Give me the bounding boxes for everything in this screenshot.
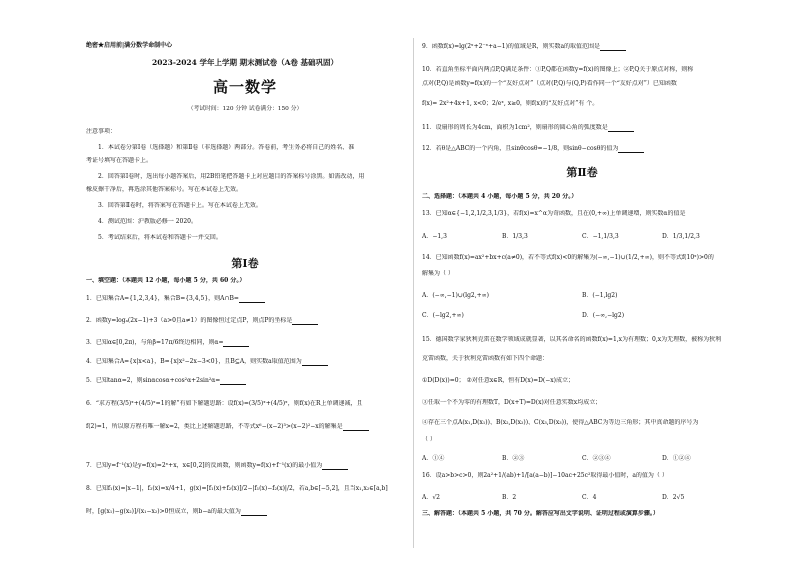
notice-title: 注意事项： (86, 128, 117, 135)
question-15-options (422, 453, 742, 461)
question-text: 1．已知集合A={1,2,3,4}，集合B={3,4,5}，则A∩B= (86, 295, 239, 302)
question-13-options (422, 231, 742, 239)
question-10: 10．若直角坐标平面内两点P,Q满足条件：①P,Q都在函数y=f(x)的图像上；②P,Q关于原点对称，则称 (422, 66, 694, 73)
question-15-cont: ③任取一个不为零的有理数T，D(x+T)=D(x)对任意实数x均成立； (422, 399, 602, 406)
left-column (86, 0, 404, 562)
question-text: 4．已知集合A={x|x<a}，B={x|x²−2x−3<0}，且B⊆A，则实数a取值范围为 (86, 358, 302, 365)
option-a: A．−1,3 (422, 233, 447, 240)
question-12 (422, 145, 742, 153)
column-divider (413, 38, 414, 548)
answer-blank (343, 424, 369, 431)
secret-mark: 绝密★启用前|满分数学命制中心 (86, 42, 173, 49)
section-2-title: 二、选择题：（本题共 4 小题，每小题 5 分，共 20 分。） (422, 193, 578, 200)
question-6-cont (86, 423, 404, 431)
question-9 (422, 43, 742, 51)
question-3 (86, 339, 404, 347)
question-text: f(2)=1，所以原方程有唯一解x=2，类比上述解题思路，不等式x⁶−(x−2)³>(x−2)²−x的解集是 (86, 423, 343, 430)
option-c: C．4 (582, 494, 597, 501)
subject-title: 高一数学 (212, 78, 277, 96)
question-15: 15．德国数学家狄利克雷在数学领域成就显著，以其名命名的函数f(x)=1,x为有理数；0,x为无理数，被称为狄利 (422, 336, 722, 343)
question-1 (86, 295, 404, 303)
question-10-cont: f(x)= 2x²+4x+1, x<0；2/eˣ, x≥0，则f(x)的“友好点对”有 个。 (422, 100, 599, 107)
notice-line: 5．考试结束后，将本试卷和答题卡一并交回。 (98, 234, 222, 241)
question-14-cont: 解集为（ ） (422, 270, 454, 277)
question-16-options (422, 492, 742, 500)
option-a: A．(−∞,−1)∪(lg2,+∞) (422, 292, 490, 299)
exam-info: （考试时间：120 分钟 试卷满分：150 分） (187, 106, 303, 112)
question-text: 7．已知y=f⁻¹(x)是y=f(x)=2ˣ+x，x∈[0,2]的反函数，则函数y=f(x)+f⁻¹(x)的最小值为 (86, 462, 323, 469)
answer-blank (292, 318, 318, 325)
answer-blank (223, 340, 249, 347)
question-5 (86, 377, 404, 385)
answer-blank (302, 359, 328, 366)
question-16: 16．设a>b>c>0，则2a²+1/(ab)+1/[a(a−b)]−10ac+25c²取得最小值时，a的值为（ ） (422, 472, 668, 479)
question-11 (422, 124, 742, 132)
question-text: 2．函数y=logₐ(2x−1)+3（a>0且a≠1）的图像恒过定点P，则点P的坐标是 (86, 317, 293, 324)
volume-2-heading: 第Ⅱ卷 (566, 166, 598, 179)
volume-1-heading: 第Ⅰ卷 (231, 257, 259, 270)
question-text: 12．若θ是△ABC的一个内角，且sinθcosθ=−1/8，则sinθ−cosθ的值为 (422, 145, 619, 152)
option-d: D．1/3,1/2,3 (662, 233, 700, 240)
answer-blank (239, 296, 265, 303)
question-15-cont: ④存在三个点A(x₁,D(x₁))、B(x₂,D(x₂))、C(x₃,D(x₃))，使得△ABC为等边三角形；其中真命题的序号为 (422, 419, 699, 426)
question-8-cont (86, 508, 404, 516)
question-10-cont: 点对(P,Q)是函数y=f(x)的一个“友好点对”（点对(P,Q)与(Q,P)看作同一个“友好点对”）已知函数 (422, 80, 677, 87)
option-c: C．−1,1/3,3 (582, 233, 619, 240)
question-4 (86, 358, 404, 366)
answer-blank (241, 509, 267, 516)
answer-blank (618, 146, 644, 153)
notice-line: 4．测试范围：沪教版必修一 2020。 (98, 218, 197, 225)
question-7 (86, 462, 404, 470)
option-c: C．(−lg2,+∞) (422, 312, 464, 319)
notice-line: 橡皮擦干净后，再选涂其他答案标号。写在本试卷上无效。 (86, 186, 243, 193)
notice-line: 2．回答第Ⅰ卷时，选出每小题答案后，用2B铅笔把答题卡上对应题目的答案标号涂黑。如需改动，用 (98, 173, 365, 180)
question-15-cont: ①D(D(x))=0； ②对任意x∈R，恒有D(x)=D(−x)成立； (422, 377, 575, 384)
option-b: B．②③ (502, 455, 525, 462)
notice-line: 1．本试卷分第Ⅰ卷（选择题）和第Ⅱ卷（非选择题）两部分。答卷前，考生务必将自己的姓名、准 (98, 144, 355, 151)
option-c: C．②③④ (582, 455, 611, 462)
answer-blank (322, 463, 348, 470)
question-13: 13．已知α∈{−1,2,1/2,3,1/3}，若f(x)=x^α为奇函数，且在(0,+∞)上单调递增，则实数α的值是 (422, 210, 686, 217)
option-b: B．(−1,lg2) (582, 292, 618, 299)
question-2 (86, 317, 404, 325)
question-8: 8．已知f₁(x)=|x−1|，f₂(x)=x/4+1，g(x)=[f₁(x)+f₂(x)]/2−|f₁(x)−f₂(x)|/2，若a,b∈[−5,2]，且当x₁,x₂∈[a,b] (86, 485, 388, 492)
notice-line: 考证号填写在答题卡上。 (86, 157, 153, 164)
option-a: A．①④ (422, 455, 445, 462)
question-15-cont: （ ） (422, 436, 436, 443)
question-text: 5．已知tanα=2，则sinαcosα+cos²α+2sin²α= (86, 377, 221, 384)
option-d: D．(−∞,−lg2) (582, 312, 625, 319)
question-text: 时，[g(x₁)−g(x₂)]/(x₁−x₂)>0恒成立，则b−a的最大值为 (86, 508, 241, 515)
question-text: 3．已知α∈[0,2π)，与角β=17π/6终边相同，则α= (86, 339, 224, 346)
section-1-title: 一、填空题：（本题共 12 小题，每小题 5 分，共 60 分。） (86, 277, 246, 284)
question-15-cont: 克雷函数，关于狄利克雷函数有如下四个命题： (422, 355, 549, 362)
question-14-options (422, 290, 742, 298)
question-text: 9．函数f(x)=lg(2ˣ+2⁻ˣ+a−1)的值域是R，则实数a的取值范围是 (422, 43, 601, 50)
exam-title: 2023-2024 学年上学期 期末测试卷（A卷 基础巩固） (151, 58, 338, 67)
option-d: D．①②④ (662, 455, 691, 462)
section-3-title: 三、解答题：（本题共 5 小题，共 70 分。解答应写出文字说明、证明过程或演算步骤。） (422, 510, 659, 517)
question-14: 14．已知函数f(x)=ax²+bx+c(a≠0)，若不等式f(x)<0的解集为(−∞,−1)∪(1/2,+∞)，则不等式f(10ˣ)>0的 (422, 254, 714, 261)
notice-line: 3．回答第Ⅱ卷时，将答案写在答题卡上。写在本试卷上无效。 (98, 202, 262, 209)
question-text: 11．设扇形的周长为4cm，面积为1cm²，则扇形的圆心角的弧度数是 (422, 124, 608, 131)
option-b: B．1/3,3 (502, 233, 528, 240)
option-b: B．2 (502, 494, 517, 501)
question-6: 6．“求方程(3/5)ˣ+(4/5)ˣ=1的解”有如下解题思路：设f(x)=(3/5)ˣ+(4/5)ˣ，则f(x)在R上单调递减，且 (86, 400, 363, 407)
answer-blank (608, 125, 634, 132)
answer-blank (220, 378, 246, 385)
right-column (422, 0, 742, 562)
question-14-options (422, 310, 742, 318)
option-a: A．√2 (422, 494, 440, 501)
option-d: D．2√5 (662, 494, 685, 501)
answer-blank (600, 44, 626, 51)
